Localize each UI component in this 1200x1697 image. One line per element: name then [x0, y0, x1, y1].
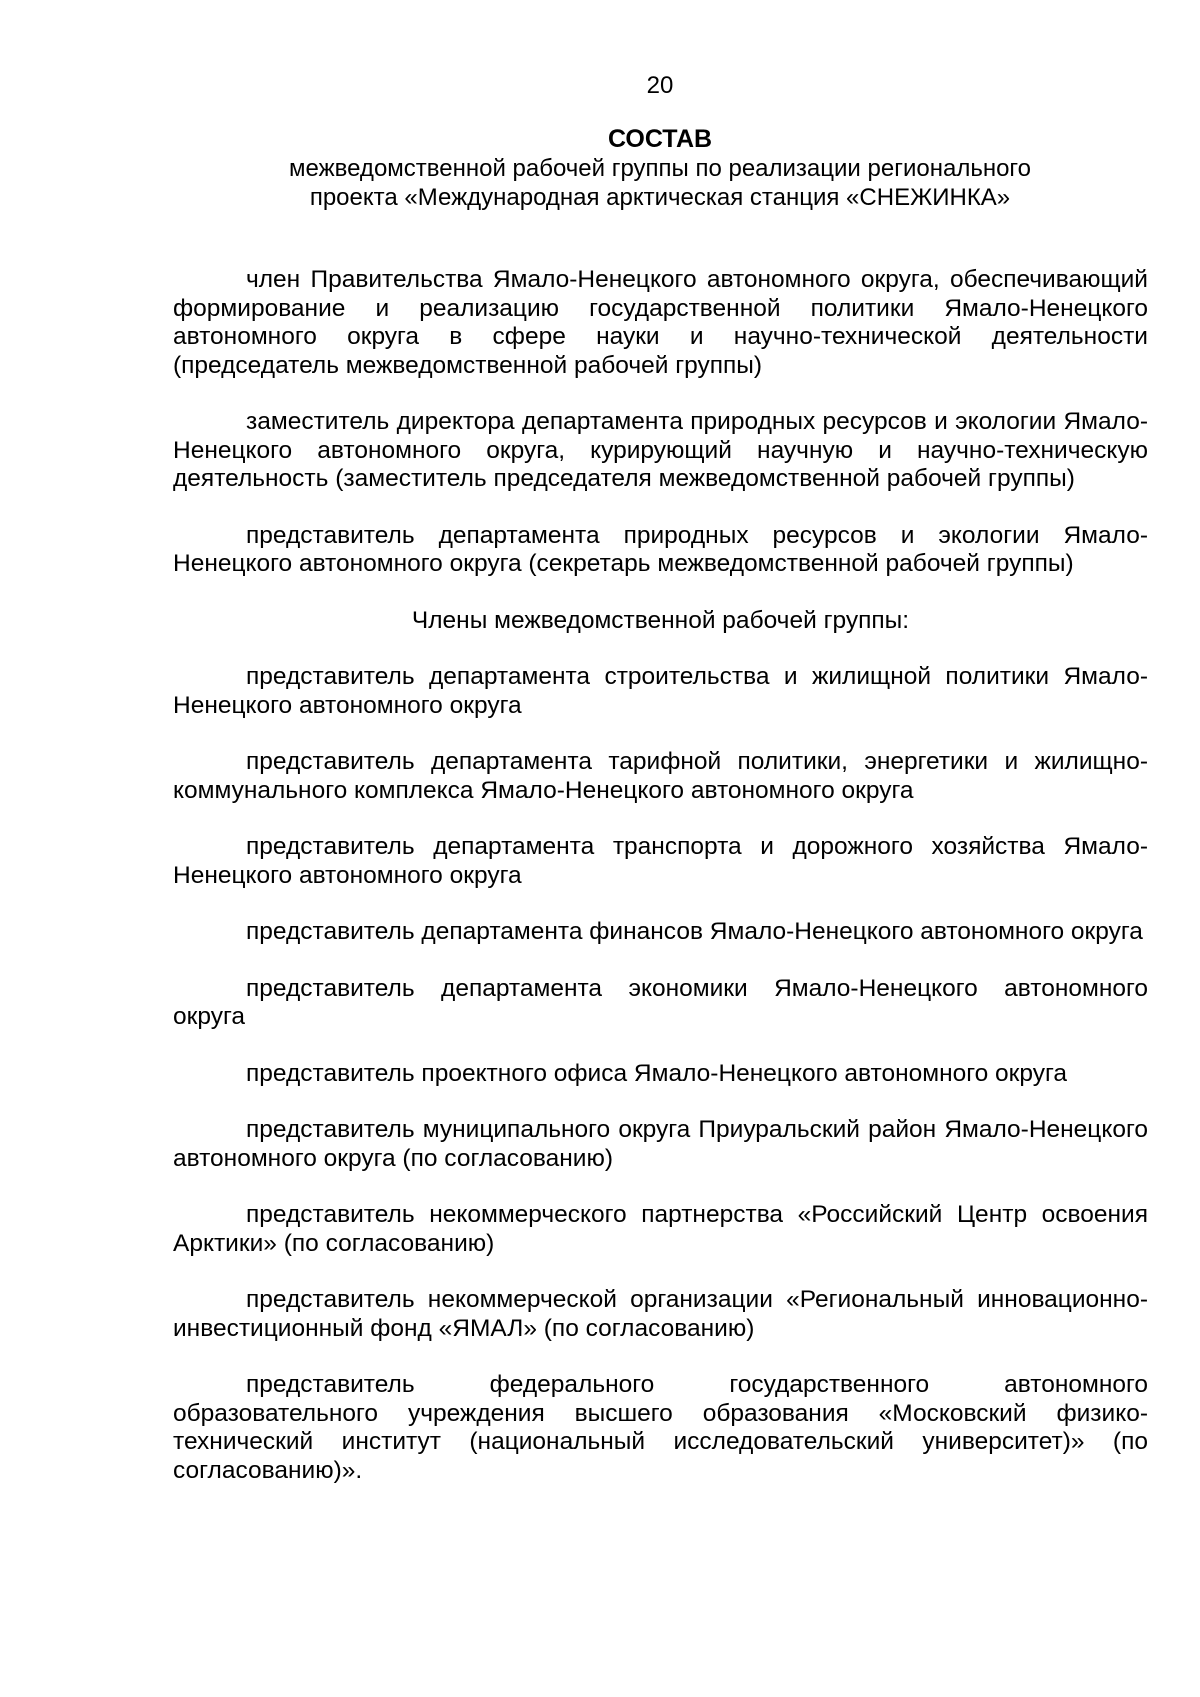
page-number: 20: [646, 72, 674, 99]
member-paragraph: представитель муниципального округа Приуральский район Ямало-Ненецкого автономного округа (по согласованию): [173, 1116, 1148, 1172]
members-heading: Члены межведомственной рабочей группы:: [411, 606, 910, 634]
document-subtitle-line-1: межведомственной рабочей группы по реализации регионального: [289, 155, 1031, 182]
member-paragraph: представитель департамента транспорта и дорожного хозяйства Ямало-Ненецкого автономного округа: [173, 833, 1148, 889]
document-body: [173, 266, 1148, 1513]
chairman-paragraph: член Правительства Ямало-Ненецкого автономного округа, обеспечивающий формирование и реализацию государственной политики Ямало-Ненецкого автономного округа в сфере науки и научно-технической деятельности (председатель межведомственной рабочей группы): [173, 266, 1148, 379]
member-paragraph: представитель департамента экономики Ямало-Ненецкого автономного округа: [173, 974, 1148, 1030]
title-block: [0, 124, 1200, 212]
document-title: СОСТАВ: [607, 125, 713, 153]
document-subtitle-line-2: проекта «Международная арктическая станция «СНЕЖИНКА»: [309, 184, 1011, 211]
member-paragraph: представитель некоммерческой организации «Региональный инновационно-инвестиционный фонд «ЯМАЛ» (по согласованию): [173, 1286, 1148, 1342]
member-paragraph: представитель федерального государственного автономного образовательного учреждения высшего образования «Московский физико-технический институт (национальный исследовательский университет)» (по согласованию)».: [173, 1371, 1148, 1484]
member-paragraph: представитель некоммерческого партнерства «Российский Центр освоения Арктики» (по согласованию): [173, 1201, 1148, 1257]
member-paragraph: представитель департамента строительства и жилищной политики Ямало-Ненецкого автономного округа: [173, 663, 1148, 719]
member-paragraph: представитель департамента финансов Ямало-Ненецкого автономного округа: [246, 918, 1143, 945]
member-paragraph: представитель проектного офиса Ямало-Ненецкого автономного округа: [246, 1059, 1068, 1087]
member-paragraph: представитель департамента тарифной политики, энергетики и жилищно-коммунального комплекса Ямало-Ненецкого автономного округа: [173, 748, 1148, 804]
deputy-chairman-paragraph: заместитель директора департамента природных ресурсов и экологии Ямало-Ненецкого автономного округа, курирующий научную и научно-техническую деятельность (заместитель председателя межведомственной рабочей группы): [173, 408, 1148, 492]
secretary-paragraph: представитель департамента природных ресурсов и экологии Ямало-Ненецкого автономного округа (секретарь межведомственной рабочей группы): [173, 521, 1148, 577]
